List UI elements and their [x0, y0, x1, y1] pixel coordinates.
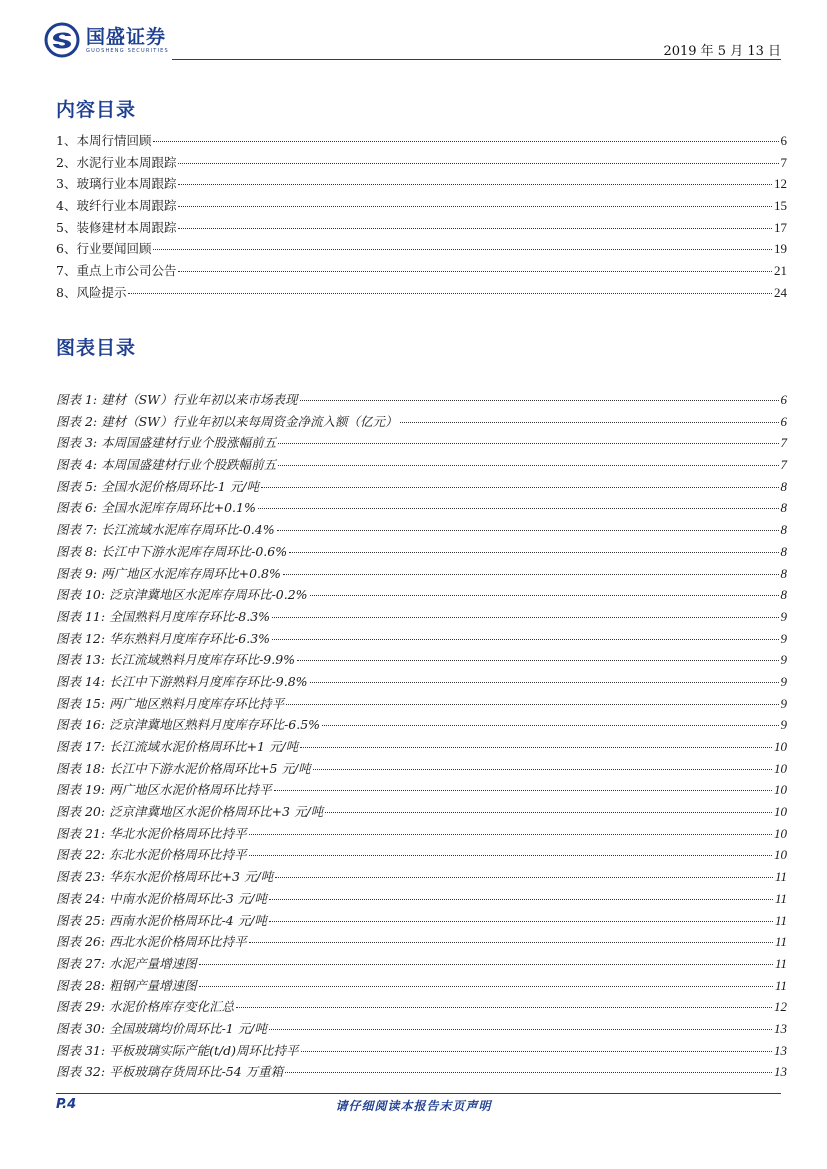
dot-leader [310, 595, 779, 596]
contents-entry-label: 8、风险提示 [56, 284, 127, 300]
contents-entry-label: 7、重点上市公司公告 [56, 263, 177, 279]
dot-leader [274, 790, 772, 791]
figure-entry-page: 11 [774, 890, 787, 906]
dot-leader [258, 508, 779, 509]
figure-entry-page: 6 [780, 413, 787, 429]
dot-leader [178, 271, 772, 272]
dot-leader [297, 660, 778, 661]
contents-entry-page: 19 [774, 241, 787, 257]
figure-entry[interactable] [56, 801, 787, 823]
figure-entry[interactable] [56, 519, 787, 541]
figure-entry-label: 图表 12: 华东熟料月度库存环比-6.3% [56, 630, 271, 646]
dot-leader [269, 1029, 772, 1030]
figure-entry-page: 9 [780, 673, 787, 689]
figure-entry-label: 图表 9: 两广地区水泥库存周环比+0.8% [56, 565, 281, 581]
figure-entry-page: 10 [774, 825, 787, 841]
dot-leader [301, 1051, 772, 1052]
dot-leader [283, 574, 779, 575]
dot-leader [199, 986, 773, 987]
contents-entry-page: 12 [774, 176, 787, 192]
figures-title: 图表目录 [56, 337, 137, 359]
dot-leader [278, 443, 778, 444]
figure-entry[interactable] [56, 628, 787, 650]
figure-entry[interactable] [56, 1061, 787, 1083]
dot-leader [249, 855, 772, 856]
figure-entry-label: 图表 8: 长江中下游水泥库存周环比-0.6% [56, 543, 288, 559]
figure-entry[interactable] [56, 1018, 787, 1040]
figure-entry-label: 图表 16: 泛京津冀地区熟料月度库存环比-6.5% [56, 717, 321, 733]
figure-entry-label: 图表 2: 建材（SW）行业年初以来每周资金净流入额（亿元） [56, 413, 398, 429]
figure-entry[interactable] [56, 432, 787, 454]
figure-entry[interactable] [56, 671, 787, 693]
company-name: 国盛证券 [86, 25, 167, 48]
figure-entry-label: 图表 1: 建材（SW）行业年初以来市场表现 [56, 392, 298, 407]
dot-leader [286, 704, 778, 705]
figure-entry[interactable] [56, 649, 787, 671]
guosheng-logo-icon [44, 22, 80, 58]
dot-leader [236, 1007, 772, 1008]
disclaimer-note: 请仔细阅读本报告末页声明 [335, 1099, 492, 1113]
figure-entry-label: 图表 28: 粗钢产量增速图 [56, 977, 197, 993]
figure-entry[interactable] [56, 758, 787, 780]
figure-entry-label: 图表 31: 平板玻璃实际产能(t/d)周环比持平 [56, 1042, 299, 1058]
figure-entry[interactable] [56, 454, 787, 476]
figure-entry-page: 9 [780, 630, 787, 646]
figures-list [56, 389, 787, 1083]
figure-entry-page: 11 [774, 955, 787, 971]
figure-entry-page: 9 [780, 608, 787, 624]
contents-entry[interactable] [56, 152, 787, 174]
contents-entry[interactable] [56, 217, 787, 239]
contents-entry-label: 4、玻纤行业本周跟踪 [56, 198, 177, 214]
contents-entry-label: 6、行业要闻回顾 [56, 241, 152, 257]
figure-entry-page: 10 [774, 760, 787, 776]
dot-leader [322, 725, 778, 726]
figure-entry-page: 13 [774, 1064, 787, 1080]
company-sub: GUOSHENG SECURITIES [86, 47, 169, 54]
figure-entry-page: 7 [780, 457, 787, 473]
figure-entry[interactable] [56, 823, 787, 845]
dot-leader [275, 877, 773, 878]
figure-entry-label: 图表 29: 水泥价格库存变化汇总 [56, 999, 235, 1015]
contents-entry-label: 3、玻璃行业本周跟踪 [56, 176, 177, 192]
contents-entry[interactable] [56, 238, 787, 260]
figure-entry-page: 8 [780, 543, 787, 559]
figure-entry-page: 8 [780, 500, 787, 516]
figure-entry-page: 6 [780, 392, 787, 407]
dot-leader [199, 964, 773, 965]
figure-entry[interactable] [56, 779, 787, 801]
dot-leader [289, 552, 778, 553]
dot-leader [269, 899, 773, 900]
figure-entry[interactable] [56, 975, 787, 997]
contents-entry-page: 15 [774, 198, 787, 214]
contents-entry-page: 21 [774, 263, 787, 279]
figure-entry-page: 10 [774, 782, 787, 798]
figure-entry[interactable] [56, 931, 787, 953]
dot-leader [261, 487, 779, 488]
figure-entry-label: 图表 30: 全国玻璃均价周环比-1 元/吨 [56, 1020, 267, 1036]
contents-entry-label: 5、装修建材本周跟踪 [56, 219, 177, 235]
figure-entry[interactable] [56, 584, 787, 606]
company-logo [44, 22, 169, 58]
figure-entry[interactable] [56, 541, 787, 563]
dot-leader [249, 942, 773, 943]
figure-entry-page: 9 [780, 695, 787, 711]
figure-entry[interactable] [56, 996, 787, 1018]
figure-entry-page: 11 [774, 977, 787, 993]
figure-entry[interactable] [56, 714, 787, 736]
contents-entry-page: 17 [774, 219, 787, 235]
dot-leader [325, 812, 772, 813]
page-number: P.4 [56, 1097, 77, 1112]
footer-divider [56, 1093, 781, 1094]
figure-entry-page: 13 [774, 1020, 787, 1036]
dot-leader [300, 747, 772, 748]
figure-entry-label: 图表 7: 长江流域水泥库存周环比-0.4% [56, 522, 275, 538]
figure-entry-page: 9 [780, 717, 787, 733]
figure-entry-page: 13 [774, 1042, 787, 1058]
dot-leader [400, 422, 779, 423]
dot-leader [277, 530, 779, 531]
figure-entry-page: 8 [780, 565, 787, 581]
figure-entry[interactable] [56, 606, 787, 628]
figure-entry-label: 图表 6: 全国水泥库存周环比+0.1% [56, 500, 256, 516]
dot-leader [128, 293, 772, 294]
figure-entry[interactable] [56, 1040, 787, 1062]
figure-entry[interactable] [56, 389, 787, 411]
figure-entry-page: 8 [780, 587, 787, 603]
dot-leader [285, 1072, 772, 1073]
figure-entry-label: 图表 4: 本周国盛建材行业个股跌幅前五 [56, 457, 277, 473]
figure-entry[interactable] [56, 563, 787, 585]
contents-entry[interactable] [56, 195, 787, 217]
dot-leader [153, 249, 772, 250]
contents-entry[interactable] [56, 260, 787, 282]
contents-entry-label: 2、水泥行业本周跟踪 [56, 154, 177, 170]
contents-entry-page: 24 [774, 284, 787, 300]
dot-leader [178, 184, 772, 185]
figure-entry[interactable] [56, 693, 787, 715]
page-header [0, 0, 827, 64]
dot-leader [178, 163, 778, 164]
figure-entry-label: 图表 17: 长江流域水泥价格周环比+1 元/吨 [56, 739, 299, 754]
figure-entry-page: 7 [780, 435, 787, 451]
figure-entry-page: 10 [774, 739, 787, 754]
figure-entry-label: 图表 27: 水泥产量增速图 [56, 955, 197, 971]
contents-entry[interactable] [56, 282, 787, 304]
figure-entry[interactable] [56, 953, 787, 975]
figure-entry-label: 图表 15: 两广地区熟料月度库存环比持平 [56, 695, 285, 711]
figure-entry-label: 图表 13: 长江流域熟料月度库存环比-9.9% [56, 652, 296, 668]
dot-leader [272, 639, 778, 640]
dot-leader [313, 769, 772, 770]
contents-entry-label: 1、本周行情回顾 [56, 133, 152, 148]
figure-entry[interactable] [56, 736, 787, 758]
dot-leader [278, 465, 778, 466]
figure-entry-label: 图表 5: 全国水泥价格周环比-1 元/吨 [56, 478, 259, 494]
figure-entry-label: 图表 24: 中南水泥价格周环比-3 元/吨 [56, 890, 267, 906]
figure-entry-page: 8 [780, 522, 787, 538]
figure-entry-label: 图表 23: 华东水泥价格周环比+3 元/吨 [56, 869, 274, 885]
figure-entry-label: 图表 25: 西南水泥价格周环比-4 元/吨 [56, 912, 267, 928]
dot-leader [153, 141, 778, 142]
figure-entry[interactable] [56, 411, 787, 433]
dot-leader [178, 206, 772, 207]
dot-leader [269, 921, 773, 922]
dot-leader [272, 617, 778, 618]
figure-entry[interactable] [56, 888, 787, 910]
dot-leader [310, 682, 779, 683]
contents-entry-page: 7 [780, 154, 787, 170]
figure-entry-label: 图表 26: 西北水泥价格周环比持平 [56, 934, 247, 950]
figure-entry-page: 10 [774, 804, 787, 820]
figure-entry-label: 图表 3: 本周国盛建材行业个股涨幅前五 [56, 435, 277, 451]
figure-entry-label: 图表 18: 长江中下游水泥价格周环比+5 元/吨 [56, 760, 311, 776]
dot-leader [249, 834, 772, 835]
contents-entry[interactable] [56, 130, 787, 152]
contents-list [56, 130, 787, 304]
figure-entry-label: 图表 19: 两广地区水泥价格周环比持平 [56, 782, 272, 798]
figure-entry-page: 9 [780, 652, 787, 668]
report-date: 2019 年 5 月 13 日 [663, 44, 781, 59]
figure-entry-label: 图表 10: 泛京津冀地区水泥库存周环比-0.2% [56, 587, 308, 603]
figure-entry-label: 图表 14: 长江中下游熟料月度库存环比-9.8% [56, 673, 308, 689]
header-divider [172, 59, 781, 60]
figure-entry-page: 8 [780, 478, 787, 494]
figure-entry-page: 12 [774, 999, 787, 1015]
figure-entry-page: 10 [774, 847, 787, 863]
contents-entry-page: 6 [780, 133, 787, 148]
figure-entry[interactable] [56, 476, 787, 498]
figure-entry-page: 11 [774, 912, 787, 928]
figure-entry-page: 11 [774, 934, 787, 950]
figure-entry[interactable] [56, 497, 787, 519]
dot-leader [300, 400, 779, 401]
figure-entry-label: 图表 32: 平板玻璃存货周环比-54 万重箱 [56, 1064, 284, 1080]
figure-entry-label: 图表 20: 泛京津冀地区水泥价格周环比+3 元/吨 [56, 804, 324, 820]
dot-leader [178, 228, 772, 229]
figure-entry-label: 图表 11: 全国熟料月度库存环比-8.3% [56, 608, 271, 624]
figure-entry[interactable] [56, 844, 787, 866]
figure-entry[interactable] [56, 910, 787, 932]
figure-entry-label: 图表 21: 华北水泥价格周环比持平 [56, 825, 247, 841]
contents-title: 内容目录 [56, 99, 137, 121]
figure-entry-label: 图表 22: 东北水泥价格周环比持平 [56, 847, 247, 863]
figure-entry[interactable] [56, 866, 787, 888]
contents-entry[interactable] [56, 173, 787, 195]
figure-entry-page: 11 [774, 869, 787, 885]
